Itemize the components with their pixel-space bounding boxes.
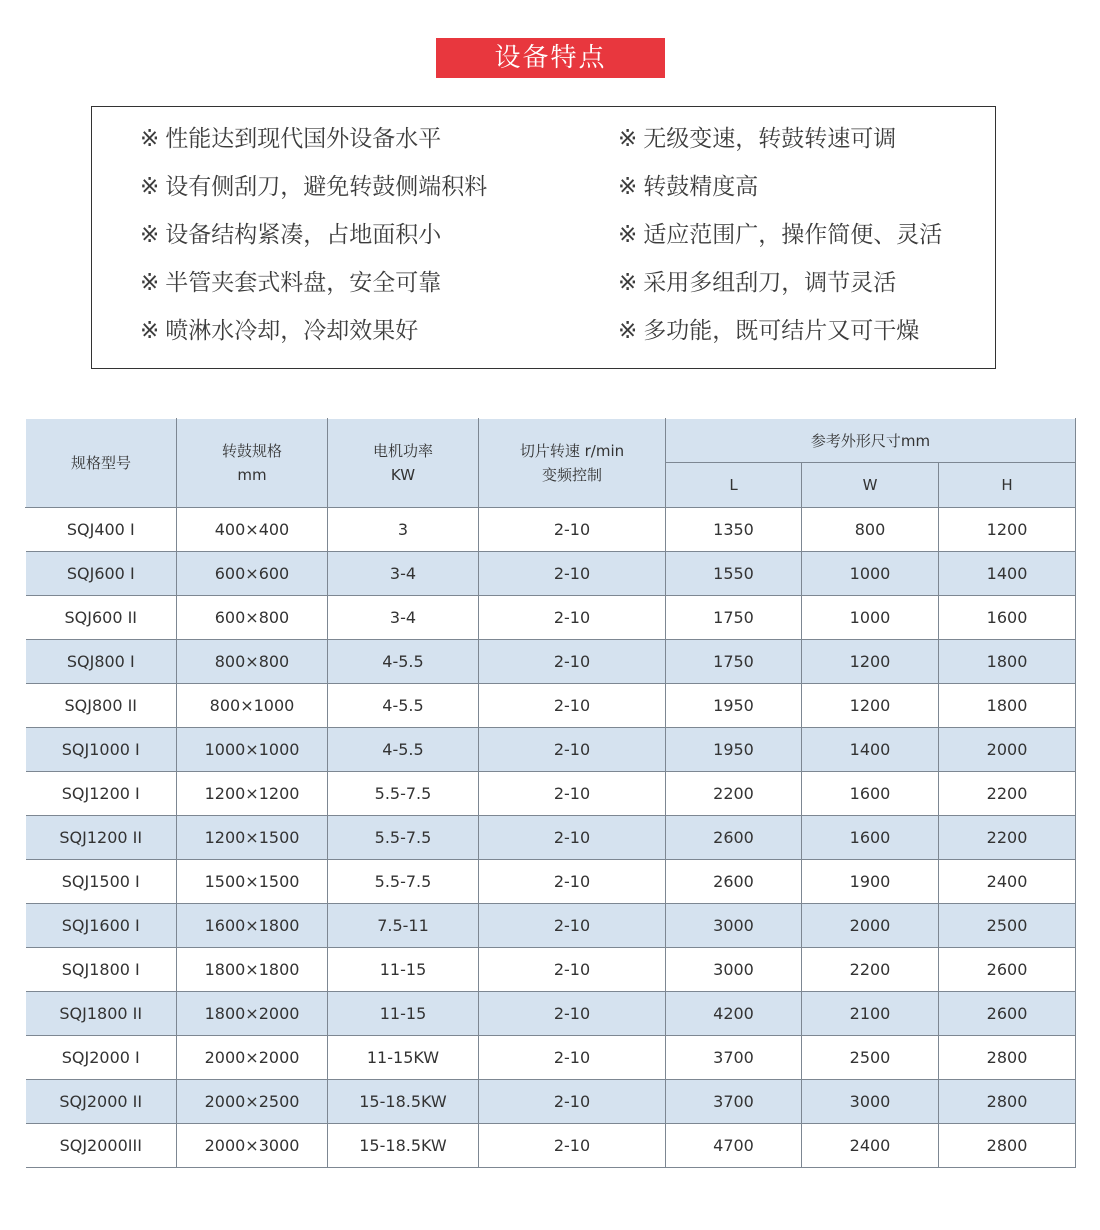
reference-mark-icon: ※ <box>140 270 160 296</box>
reference-mark-icon: ※ <box>140 126 160 152</box>
cell-height: 1600 <box>939 596 1076 640</box>
reference-mark-icon: ※ <box>618 270 638 296</box>
table-row <box>26 948 1076 992</box>
table-row <box>26 1036 1076 1080</box>
header-length: L <box>666 463 802 508</box>
cell-width: 2200 <box>802 948 939 992</box>
header-drum-size: 转鼓规格 mm <box>177 419 328 508</box>
cell-motor-power: 11-15KW <box>328 1036 479 1080</box>
table-row <box>26 640 1076 684</box>
cell-height: 2800 <box>939 1080 1076 1124</box>
cell-height: 1800 <box>939 684 1076 728</box>
header-motor-power: 电机功率 KW <box>328 419 479 508</box>
cell-slicing-speed: 2-10 <box>479 1036 666 1080</box>
cell-drum-size: 800×800 <box>177 640 328 684</box>
cell-drum-size: 1200×1200 <box>177 772 328 816</box>
cell-width: 1900 <box>802 860 939 904</box>
features-box <box>91 106 996 369</box>
cell-width: 1600 <box>802 772 939 816</box>
cell-length: 2600 <box>666 860 802 904</box>
cell-length: 1950 <box>666 684 802 728</box>
reference-mark-icon: ※ <box>618 318 638 344</box>
cell-length: 4200 <box>666 992 802 1036</box>
cell-height: 2400 <box>939 860 1076 904</box>
cell-motor-power: 7.5-11 <box>328 904 479 948</box>
cell-motor-power: 15-18.5KW <box>328 1080 479 1124</box>
cell-width: 3000 <box>802 1080 939 1124</box>
header-model: 规格型号 <box>26 419 177 508</box>
cell-height: 2000 <box>939 728 1076 772</box>
cell-slicing-speed: 2-10 <box>479 728 666 772</box>
cell-model: SQJ600 II <box>26 596 177 640</box>
cell-width: 2100 <box>802 992 939 1036</box>
cell-model: SQJ1600 I <box>26 904 177 948</box>
cell-drum-size: 2000×2500 <box>177 1080 328 1124</box>
cell-drum-size: 600×800 <box>177 596 328 640</box>
cell-drum-size: 400×400 <box>177 508 328 552</box>
cell-model: SQJ800 II <box>26 684 177 728</box>
cell-model: SQJ2000III <box>26 1124 177 1168</box>
table-row <box>26 772 1076 816</box>
cell-length: 1750 <box>666 640 802 684</box>
cell-length: 1550 <box>666 552 802 596</box>
spec-table <box>25 418 1076 1168</box>
cell-length: 3000 <box>666 904 802 948</box>
cell-model: SQJ2000 I <box>26 1036 177 1080</box>
reference-mark-icon: ※ <box>618 174 638 200</box>
cell-model: SQJ1200 II <box>26 816 177 860</box>
cell-height: 1200 <box>939 508 1076 552</box>
cell-length: 2600 <box>666 816 802 860</box>
cell-length: 1950 <box>666 728 802 772</box>
feature-item: ※ 设备结构紧凑，占地面积小 <box>140 222 442 248</box>
cell-slicing-speed: 2-10 <box>479 772 666 816</box>
cell-width: 1200 <box>802 640 939 684</box>
cell-slicing-speed: 2-10 <box>479 1124 666 1168</box>
cell-height: 2800 <box>939 1124 1076 1168</box>
cell-motor-power: 11-15 <box>328 992 479 1036</box>
spec-table-header <box>26 419 1076 508</box>
cell-length: 4700 <box>666 1124 802 1168</box>
reference-mark-icon: ※ <box>618 222 638 248</box>
cell-length: 3000 <box>666 948 802 992</box>
table-row <box>26 728 1076 772</box>
header-dimensions: 参考外形尺寸mm <box>666 419 1076 463</box>
cell-motor-power: 5.5-7.5 <box>328 772 479 816</box>
cell-height: 2800 <box>939 1036 1076 1080</box>
cell-drum-size: 800×1000 <box>177 684 328 728</box>
cell-height: 2200 <box>939 816 1076 860</box>
cell-motor-power: 15-18.5KW <box>328 1124 479 1168</box>
cell-drum-size: 600×600 <box>177 552 328 596</box>
cell-slicing-speed: 2-10 <box>479 904 666 948</box>
cell-drum-size: 1500×1500 <box>177 860 328 904</box>
cell-slicing-speed: 2-10 <box>479 508 666 552</box>
table-row <box>26 860 1076 904</box>
reference-mark-icon: ※ <box>140 222 160 248</box>
cell-height: 2200 <box>939 772 1076 816</box>
table-row <box>26 1124 1076 1168</box>
cell-model: SQJ2000 II <box>26 1080 177 1124</box>
table-row <box>26 816 1076 860</box>
cell-drum-size: 1600×1800 <box>177 904 328 948</box>
cell-width: 800 <box>802 508 939 552</box>
cell-motor-power: 11-15 <box>328 948 479 992</box>
cell-model: SQJ1800 II <box>26 992 177 1036</box>
feature-item: ※ 采用多组刮刀，调节灵活 <box>618 270 897 296</box>
cell-length: 3700 <box>666 1080 802 1124</box>
cell-width: 1600 <box>802 816 939 860</box>
cell-drum-size: 1800×1800 <box>177 948 328 992</box>
cell-slicing-speed: 2-10 <box>479 948 666 992</box>
cell-width: 1200 <box>802 684 939 728</box>
cell-length: 3700 <box>666 1036 802 1080</box>
spec-table-body <box>26 508 1076 1168</box>
feature-item: ※ 半管夹套式料盘，安全可靠 <box>140 270 442 296</box>
feature-item: ※ 设有侧刮刀，避免转鼓侧端积料 <box>140 174 488 200</box>
cell-slicing-speed: 2-10 <box>479 1080 666 1124</box>
feature-item: ※ 无级变速，转鼓转速可调 <box>618 126 897 152</box>
cell-model: SQJ1200 I <box>26 772 177 816</box>
cell-slicing-speed: 2-10 <box>479 684 666 728</box>
cell-slicing-speed: 2-10 <box>479 816 666 860</box>
table-row <box>26 596 1076 640</box>
cell-height: 1800 <box>939 640 1076 684</box>
cell-length: 2200 <box>666 772 802 816</box>
cell-motor-power: 5.5-7.5 <box>328 860 479 904</box>
cell-drum-size: 2000×3000 <box>177 1124 328 1168</box>
header-slicing-speed: 切片转速 r/min 变频控制 <box>479 419 666 508</box>
cell-drum-size: 1000×1000 <box>177 728 328 772</box>
cell-slicing-speed: 2-10 <box>479 860 666 904</box>
table-row <box>26 1080 1076 1124</box>
table-row <box>26 992 1076 1036</box>
cell-motor-power: 3 <box>328 508 479 552</box>
cell-slicing-speed: 2-10 <box>479 992 666 1036</box>
cell-drum-size: 2000×2000 <box>177 1036 328 1080</box>
table-row <box>26 684 1076 728</box>
cell-width: 1000 <box>802 552 939 596</box>
header-width: W <box>802 463 939 508</box>
cell-motor-power: 4-5.5 <box>328 640 479 684</box>
cell-model: SQJ1500 I <box>26 860 177 904</box>
cell-model: SQJ1000 I <box>26 728 177 772</box>
cell-drum-size: 1200×1500 <box>177 816 328 860</box>
cell-width: 1000 <box>802 596 939 640</box>
cell-model: SQJ800 I <box>26 640 177 684</box>
table-row <box>26 904 1076 948</box>
cell-length: 1750 <box>666 596 802 640</box>
cell-width: 2000 <box>802 904 939 948</box>
header-height: H <box>939 463 1076 508</box>
cell-height: 2500 <box>939 904 1076 948</box>
reference-mark-icon: ※ <box>140 174 160 200</box>
cell-model: SQJ400 I <box>26 508 177 552</box>
cell-width: 2500 <box>802 1036 939 1080</box>
cell-width: 1400 <box>802 728 939 772</box>
cell-model: SQJ1800 I <box>26 948 177 992</box>
feature-item: ※ 转鼓精度高 <box>618 174 759 200</box>
table-row <box>26 552 1076 596</box>
cell-length: 1350 <box>666 508 802 552</box>
cell-motor-power: 4-5.5 <box>328 728 479 772</box>
cell-slicing-speed: 2-10 <box>479 552 666 596</box>
cell-slicing-speed: 2-10 <box>479 640 666 684</box>
cell-motor-power: 4-5.5 <box>328 684 479 728</box>
section-title: 设备特点 <box>436 38 665 78</box>
cell-slicing-speed: 2-10 <box>479 596 666 640</box>
feature-item: ※ 性能达到现代国外设备水平 <box>140 126 442 152</box>
feature-item: ※ 多功能，既可结片又可干燥 <box>618 318 920 344</box>
reference-mark-icon: ※ <box>618 126 638 152</box>
cell-drum-size: 1800×2000 <box>177 992 328 1036</box>
feature-item: ※ 适应范围广，操作简便、灵活 <box>618 222 943 248</box>
cell-height: 1400 <box>939 552 1076 596</box>
cell-motor-power: 3-4 <box>328 596 479 640</box>
cell-model: SQJ600 I <box>26 552 177 596</box>
table-row <box>26 508 1076 552</box>
cell-height: 2600 <box>939 948 1076 992</box>
feature-item: ※ 喷淋水冷却，冷却效果好 <box>140 318 419 344</box>
cell-motor-power: 5.5-7.5 <box>328 816 479 860</box>
reference-mark-icon: ※ <box>140 318 160 344</box>
cell-motor-power: 3-4 <box>328 552 479 596</box>
cell-height: 2600 <box>939 992 1076 1036</box>
cell-width: 2400 <box>802 1124 939 1168</box>
